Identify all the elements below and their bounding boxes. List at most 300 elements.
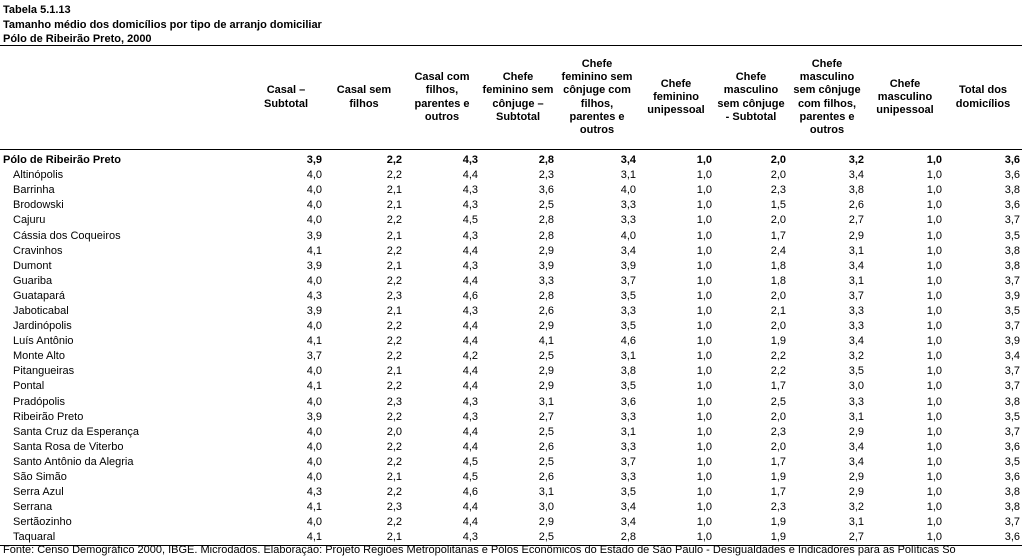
- cell: 4,0: [306, 214, 322, 227]
- cell: 2,3: [770, 425, 786, 438]
- row-name: Ribeirão Preto: [13, 410, 84, 423]
- cell: 2,0: [770, 289, 786, 302]
- column-header: Chefe masculino unipessoal: [866, 46, 944, 150]
- cell: 3,0: [848, 380, 864, 393]
- cell: 3,9: [306, 259, 322, 272]
- cell: 4,4: [462, 169, 478, 182]
- column-header: Total dos domicílios: [944, 46, 1022, 150]
- row-name: São Simão: [13, 471, 67, 484]
- cell: 1,0: [926, 501, 942, 514]
- cell: 1,0: [696, 425, 712, 438]
- row-name: Brodowski: [13, 199, 64, 212]
- cell: 2,9: [848, 229, 864, 242]
- row-name: Serrana: [13, 501, 53, 514]
- cell: 3,5: [620, 320, 636, 333]
- cell: 1,0: [696, 199, 712, 212]
- column-header: Casal – Subtotal: [248, 46, 324, 150]
- cell: 3,5: [1004, 229, 1020, 242]
- row-name: Monte Alto: [13, 350, 65, 363]
- cell: 2,2: [770, 350, 786, 363]
- cell: 2,2: [386, 320, 402, 333]
- column-header: Chefe masculino sem cônjuge com filhos, parentes e outros: [788, 46, 866, 150]
- cell: 2,9: [848, 471, 864, 484]
- cell: 2,6: [848, 199, 864, 212]
- cell: 2,9: [538, 320, 554, 333]
- cell: 1,0: [696, 154, 712, 167]
- cell: 3,7: [620, 455, 636, 468]
- cell: 2,0: [770, 320, 786, 333]
- cell: 1,0: [926, 410, 942, 423]
- cell: 4,1: [306, 501, 322, 514]
- cell: 1,9: [714, 530, 788, 546]
- table-row: [0, 515, 1022, 530]
- cell: 4,5: [462, 214, 478, 227]
- cell: 4,3: [404, 530, 480, 546]
- cell: 1,0: [926, 335, 942, 348]
- cell: 4,3: [306, 486, 322, 499]
- cell: 3,7: [1004, 516, 1020, 529]
- cell: 1,7: [770, 455, 786, 468]
- cell: 1,0: [696, 395, 712, 408]
- cell: 4,0: [306, 274, 322, 287]
- cell: 2,3: [770, 184, 786, 197]
- cell: 2,4: [770, 244, 786, 257]
- cell: 2,0: [770, 440, 786, 453]
- table-row: [0, 213, 1022, 228]
- cell: 1,0: [696, 486, 712, 499]
- table-row: [0, 500, 1022, 515]
- table-row: [0, 485, 1022, 500]
- cell: 4,5: [462, 471, 478, 484]
- table-row: [0, 334, 1022, 349]
- cell: 1,0: [696, 471, 712, 484]
- row-name: Santa Cruz da Esperança: [13, 425, 139, 438]
- table-row: [0, 244, 1022, 259]
- cell: 3,9: [306, 229, 322, 242]
- table-subcaption: Pólo de Ribeirão Preto, 2000: [3, 33, 152, 45]
- cell: 2,2: [386, 154, 402, 167]
- row-name: Luís Antônio: [13, 335, 74, 348]
- cell: 2,2: [386, 335, 402, 348]
- cell: 3,4: [620, 501, 636, 514]
- cell: 2,1: [324, 530, 404, 546]
- cell: 3,6: [620, 395, 636, 408]
- cell: 4,4: [462, 244, 478, 257]
- cell: 2,9: [848, 486, 864, 499]
- cell: 2,3: [386, 395, 402, 408]
- cell: 1,0: [696, 365, 712, 378]
- table-row: [0, 455, 1022, 470]
- table-row: [0, 470, 1022, 485]
- cell: 4,4: [462, 274, 478, 287]
- cell: 4,0: [306, 516, 322, 529]
- cell: 4,1: [248, 530, 324, 546]
- cell: 4,0: [306, 425, 322, 438]
- cell: 1,0: [926, 471, 942, 484]
- cell: 4,0: [306, 471, 322, 484]
- cell: 4,3: [462, 259, 478, 272]
- row-name: Santo Antônio da Alegria: [13, 455, 134, 468]
- cell: 3,3: [848, 320, 864, 333]
- cell: 2,5: [480, 530, 556, 546]
- table-row: [0, 379, 1022, 394]
- cell: 2,1: [386, 199, 402, 212]
- cell: 4,4: [462, 501, 478, 514]
- cell: 2,5: [538, 455, 554, 468]
- cell: 2,0: [770, 154, 786, 167]
- cell: 4,3: [462, 304, 478, 317]
- cell: 1,0: [926, 350, 942, 363]
- data-table: [0, 45, 1022, 546]
- cell: 1,0: [696, 320, 712, 333]
- cell: 3,7: [306, 350, 322, 363]
- cell: 1,0: [696, 184, 712, 197]
- cell: 1,9: [770, 471, 786, 484]
- row-name: Cravinhos: [13, 244, 63, 257]
- cell: 3,6: [1004, 440, 1020, 453]
- table-row: [0, 228, 1022, 243]
- cell: 2,8: [538, 214, 554, 227]
- cell: 4,0: [306, 184, 322, 197]
- cell: 2,6: [538, 304, 554, 317]
- cell: 1,0: [696, 350, 712, 363]
- cell: 1,0: [696, 304, 712, 317]
- cell: 2,0: [770, 410, 786, 423]
- cell: 1,0: [696, 335, 712, 348]
- cell: 3,3: [538, 274, 554, 287]
- cell: 4,6: [462, 486, 478, 499]
- cell: 4,3: [462, 229, 478, 242]
- cell: 3,4: [620, 516, 636, 529]
- cell: 4,4: [462, 425, 478, 438]
- cell: 3,9: [306, 154, 322, 167]
- cell: 4,4: [462, 516, 478, 529]
- cell: 2,9: [538, 244, 554, 257]
- cell: 1,7: [770, 486, 786, 499]
- cell: 1,9: [770, 335, 786, 348]
- cell: 3,4: [848, 440, 864, 453]
- cell: 3,7: [1004, 214, 1020, 227]
- cell: 3,3: [620, 410, 636, 423]
- cell: 1,0: [926, 169, 942, 182]
- cell: 4,0: [306, 365, 322, 378]
- cell: 2,2: [386, 486, 402, 499]
- cell: 3,8: [620, 365, 636, 378]
- cell: 4,0: [306, 320, 322, 333]
- row-name: Santa Rosa de Viterbo: [13, 440, 124, 453]
- cell: 2,1: [386, 365, 402, 378]
- table-row: [0, 410, 1022, 425]
- row-name: Taquaral: [0, 530, 248, 546]
- cell: 1,0: [696, 410, 712, 423]
- cell: 3,5: [620, 380, 636, 393]
- cell: 2,7: [788, 530, 866, 546]
- cell: 1,0: [696, 455, 712, 468]
- cell: 1,0: [926, 425, 942, 438]
- cell: 2,8: [556, 530, 638, 546]
- row-name: Jaboticabal: [13, 304, 69, 317]
- cell: 2,1: [386, 229, 402, 242]
- cell: 4,3: [306, 289, 322, 302]
- cell: 3,9: [306, 410, 322, 423]
- cell: 2,8: [538, 289, 554, 302]
- cell: 3,1: [620, 169, 636, 182]
- table-row: [0, 304, 1022, 319]
- cell: 3,2: [848, 350, 864, 363]
- column-header: Chefe feminino sem cônjuge – Subtotal: [480, 46, 556, 150]
- cell: 3,6: [1004, 471, 1020, 484]
- cell: 2,1: [386, 304, 402, 317]
- cell: 3,4: [848, 169, 864, 182]
- cell: 3,8: [1004, 486, 1020, 499]
- cell: 3,3: [620, 199, 636, 212]
- cell: 4,3: [462, 199, 478, 212]
- row-name: Guariba: [13, 274, 53, 287]
- cell: 1,0: [638, 530, 714, 546]
- cell: 1,0: [696, 380, 712, 393]
- header-blank: [0, 46, 248, 150]
- cell: 3,9: [1004, 289, 1020, 302]
- cell: 2,6: [538, 471, 554, 484]
- cell: 1,0: [696, 169, 712, 182]
- cell: 1,0: [696, 229, 712, 242]
- cell: 3,4: [848, 335, 864, 348]
- cell: 3,1: [538, 395, 554, 408]
- cell: 1,7: [770, 229, 786, 242]
- cell: 2,2: [386, 244, 402, 257]
- cell: 3,8: [848, 184, 864, 197]
- cell: 3,1: [848, 274, 864, 287]
- cell: 3,4: [620, 154, 636, 167]
- cell: 2,2: [386, 214, 402, 227]
- cell: 1,8: [770, 274, 786, 287]
- table-title: [3, 3, 322, 47]
- cell: 4,4: [462, 440, 478, 453]
- table-row: [0, 319, 1022, 334]
- cell: 3,1: [848, 410, 864, 423]
- total-row: [0, 150, 1022, 169]
- cell: 3,8: [1004, 184, 1020, 197]
- cell: 1,9: [770, 516, 786, 529]
- cell: 2,2: [386, 274, 402, 287]
- cell: 1,0: [926, 516, 942, 529]
- cell: 1,0: [926, 229, 942, 242]
- cell: 2,3: [770, 501, 786, 514]
- cell: 3,0: [538, 501, 554, 514]
- cell: 4,0: [306, 455, 322, 468]
- cell: 3,6: [1004, 199, 1020, 212]
- cell: 3,8: [1004, 395, 1020, 408]
- cell: 3,2: [848, 501, 864, 514]
- column-header: Chefe masculino sem cônjuge - Subtotal: [714, 46, 788, 150]
- cell: 2,2: [386, 516, 402, 529]
- cell: 1,0: [696, 516, 712, 529]
- cell: 3,5: [1004, 410, 1020, 423]
- column-header: Casal com filhos, parentes e outros: [404, 46, 480, 150]
- cell: 4,0: [306, 395, 322, 408]
- column-header: Chefe feminino unipessoal: [638, 46, 714, 150]
- cell: 1,0: [926, 274, 942, 287]
- row-name: Pólo de Ribeirão Preto: [3, 154, 121, 167]
- cell: 3,6: [538, 184, 554, 197]
- cell: 3,1: [620, 425, 636, 438]
- cell: 3,8: [1004, 501, 1020, 514]
- column-header: Casal sem filhos: [324, 46, 404, 150]
- cell: 4,1: [538, 335, 554, 348]
- cell: 2,2: [386, 455, 402, 468]
- cell: 3,7: [1004, 274, 1020, 287]
- cell: 1,0: [696, 440, 712, 453]
- cell: 3,7: [1004, 320, 1020, 333]
- cell: 3,4: [1004, 350, 1020, 363]
- cell: 1,0: [696, 214, 712, 227]
- cell: 3,9: [306, 304, 322, 317]
- cell: 2,1: [386, 259, 402, 272]
- cell: 2,3: [386, 501, 402, 514]
- cell: 2,7: [848, 214, 864, 227]
- cell: 1,0: [926, 199, 942, 212]
- cell: 2,2: [386, 169, 402, 182]
- cell: 4,3: [462, 154, 478, 167]
- cell: 3,3: [620, 471, 636, 484]
- cell: 2,9: [848, 425, 864, 438]
- cell: 4,0: [620, 184, 636, 197]
- table-caption: Tamanho médio dos domicílios por tipo de arranjo domiciliar: [3, 18, 322, 31]
- cell: 1,0: [696, 259, 712, 272]
- cell: 4,1: [306, 335, 322, 348]
- column-header: Chefe feminino sem cônjuge com filhos, parentes e outros: [556, 46, 638, 150]
- cell: 2,5: [770, 395, 786, 408]
- cell: 3,9: [538, 259, 554, 272]
- row-name: Altinópolis: [13, 169, 64, 182]
- cell: 3,1: [848, 516, 864, 529]
- row-name: Serra Azul: [13, 486, 64, 499]
- cell: 2,6: [538, 440, 554, 453]
- cell: 1,0: [926, 289, 942, 302]
- cell: 3,8: [1004, 244, 1020, 257]
- cell: 1,0: [926, 365, 942, 378]
- cell: 3,5: [620, 486, 636, 499]
- table-row: [0, 425, 1022, 440]
- table-row: [0, 274, 1022, 289]
- cell: 3,4: [620, 244, 636, 257]
- cell: 3,7: [1004, 380, 1020, 393]
- cell: 1,0: [926, 380, 942, 393]
- cell: 4,0: [620, 229, 636, 242]
- cell: 4,4: [462, 335, 478, 348]
- cell: 4,4: [462, 365, 478, 378]
- cell: 2,9: [538, 380, 554, 393]
- cell: 4,0: [306, 169, 322, 182]
- cell: 4,2: [462, 350, 478, 363]
- row-name: Pradópolis: [13, 395, 65, 408]
- cell: 3,3: [848, 395, 864, 408]
- table-row: [0, 440, 1022, 455]
- cell: 3,9: [1004, 335, 1020, 348]
- cell: 2,3: [386, 289, 402, 302]
- cell: 4,4: [462, 380, 478, 393]
- cell: 3,5: [848, 365, 864, 378]
- source-note: Fonte: Censo Demográfico 2000, IBGE. Microdados. Elaboração: Projeto Regiões Metropolitanas e Pólos Econômicos do Estado de São Paulo - Desigualdades e Indicadores para as Políticas So: [3, 544, 956, 556]
- table-row: [0, 183, 1022, 198]
- cell: 1,5: [770, 199, 786, 212]
- cell: 3,6: [1004, 169, 1020, 182]
- cell: 3,6: [944, 530, 1022, 546]
- cell: 4,6: [620, 335, 636, 348]
- cell: 3,5: [1004, 304, 1020, 317]
- cell: 3,3: [848, 304, 864, 317]
- cell: 1,0: [926, 214, 942, 227]
- cell: 2,0: [770, 214, 786, 227]
- row-name: Sertãozinho: [13, 516, 72, 529]
- cell: 2,1: [386, 471, 402, 484]
- cell: 2,0: [770, 169, 786, 182]
- cell: 2,3: [538, 169, 554, 182]
- cell: 3,7: [1004, 425, 1020, 438]
- cell: 1,0: [926, 440, 942, 453]
- row-name: Cajuru: [13, 214, 46, 227]
- cell: 3,4: [848, 455, 864, 468]
- cell: 2,9: [538, 516, 554, 529]
- cell: 1,0: [866, 530, 944, 546]
- cell: 2,1: [770, 304, 786, 317]
- cell: 3,7: [848, 289, 864, 302]
- cell: 4,3: [462, 395, 478, 408]
- row-name: Cássia dos Coqueiros: [13, 229, 121, 242]
- cell: 2,0: [386, 425, 402, 438]
- row-name: Jardinópolis: [13, 320, 72, 333]
- cell: 1,0: [926, 395, 942, 408]
- cell: 4,0: [306, 199, 322, 212]
- table-row: [0, 168, 1022, 183]
- cell: 4,3: [462, 184, 478, 197]
- cell: 3,3: [620, 214, 636, 227]
- cell: 1,0: [926, 486, 942, 499]
- cell: 1,0: [926, 320, 942, 333]
- row-name: Dumont: [13, 259, 52, 272]
- cell: 4,1: [306, 380, 322, 393]
- row-name: Guatapará: [13, 289, 65, 302]
- cell: 1,0: [696, 274, 712, 287]
- cell: 1,0: [696, 289, 712, 302]
- cell: 1,8: [770, 259, 786, 272]
- cell: 2,8: [538, 229, 554, 242]
- table-row: [0, 198, 1022, 213]
- cell: 2,5: [538, 350, 554, 363]
- cell: 1,0: [696, 244, 712, 257]
- cell: 1,0: [926, 455, 942, 468]
- cell: 2,2: [386, 410, 402, 423]
- cell: 1,0: [926, 154, 942, 167]
- cell: 3,3: [620, 440, 636, 453]
- table-row: [0, 395, 1022, 410]
- cell: 4,4: [462, 320, 478, 333]
- cell: 4,6: [462, 289, 478, 302]
- cell: 4,0: [306, 440, 322, 453]
- cell: 3,5: [620, 289, 636, 302]
- cell: 3,9: [620, 259, 636, 272]
- table-row: [0, 259, 1022, 274]
- cell: 1,0: [926, 304, 942, 317]
- cell: 1,0: [926, 259, 942, 272]
- cell: 3,8: [1004, 259, 1020, 272]
- cell: 2,2: [770, 365, 786, 378]
- cell: 2,8: [538, 154, 554, 167]
- cell: 1,0: [696, 501, 712, 514]
- cell: 2,2: [386, 350, 402, 363]
- table-row: [0, 289, 1022, 304]
- cell: 3,1: [848, 244, 864, 257]
